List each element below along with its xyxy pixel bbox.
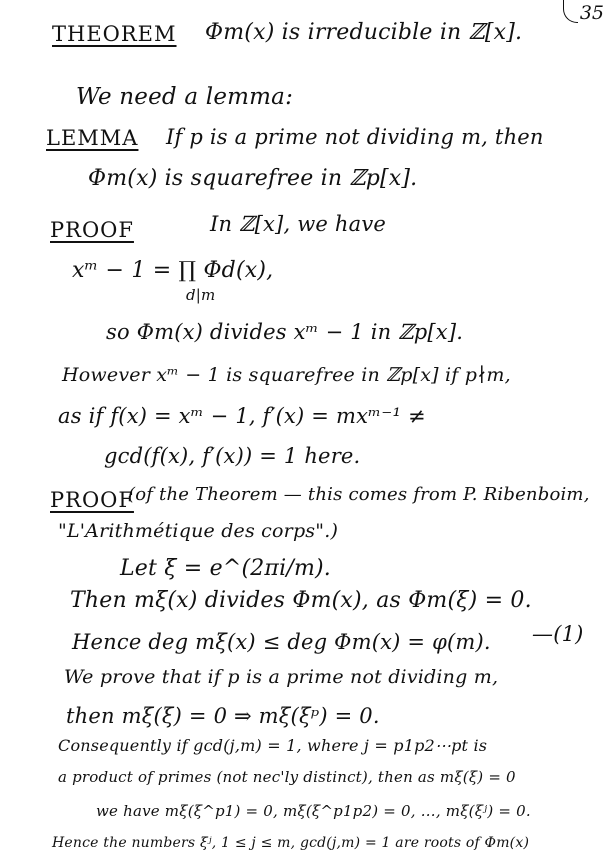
equation-tag: —(1) — [532, 622, 584, 646]
proof-theorem-line-4: Then mξ(x) divides Φm(x), as Φm(ξ) = 0. — [70, 588, 532, 613]
intro-line: We need a lemma: — [76, 84, 294, 110]
proof-theorem-line-8: Consequently if gcd(j,m) = 1, where j = p1p2⋯pt is — [58, 736, 488, 755]
proof-theorem-line-1: (of the Theorem — this comes from P. Ribenboim, — [128, 484, 590, 505]
proof-theorem-line-10: we have mξ(ξ^p1) = 0, mξ(ξ^p1p2) = 0, …, mξ(ξʲ) = 0. — [96, 802, 531, 820]
proof-label: PROOF — [50, 218, 134, 242]
proof-theorem-label: PROOF — [50, 488, 134, 512]
page-corner-bracket — [563, 0, 578, 23]
proof-line-1: In ℤ[x], we have — [210, 212, 387, 236]
proof-theorem-line-2: "L'Arithmétique des corps".) — [58, 520, 339, 542]
lemma-label: LEMMA — [46, 126, 139, 150]
proof-theorem-line-11: Hence the numbers ξʲ, 1 ≤ j ≤ m, gcd(j,m) = 1 are roots of Φm(x) — [52, 835, 530, 851]
product-formula: xᵐ − 1 = ∏ Φd(x), — [72, 258, 274, 283]
proof-line-6: gcd(f(x), f′(x)) = 1 here. — [104, 444, 361, 468]
theorem-statement: Φm(x) is irreducible in ℤ[x]. — [205, 20, 523, 45]
proof-line-5: as if f(x) = xᵐ − 1, f′(x) = mxᵐ⁻¹ ≠ — [58, 404, 426, 428]
proof-theorem-line-5: Hence deg mξ(x) ≤ deg Φm(x) = φ(m). — [72, 630, 491, 654]
proof-line-4: However xᵐ − 1 is squarefree in ℤp[x] if p∤m, — [62, 364, 511, 386]
proof-theorem-line-6: We prove that if p is a prime not dividing m, — [64, 666, 499, 688]
lemma-line-1: If p is a prime not dividing m, then — [166, 125, 544, 149]
proof-theorem-line-9: a product of primes (not nec'ly distinct), then as mξ(ξ) = 0 — [58, 768, 516, 786]
page-number: 35 — [579, 2, 604, 24]
proof-theorem-line-7: then mξ(ξ) = 0 ⇒ mξ(ξᵖ) = 0. — [66, 704, 380, 728]
theorem-label: THEOREM — [52, 22, 177, 46]
proof-theorem-line-3: Let ξ = e^(2πi/m). — [120, 556, 331, 581]
proof-line-3: so Φm(x) divides xᵐ − 1 in ℤp[x]. — [106, 320, 464, 344]
lemma-line-2: Φm(x) is squarefree in ℤp[x]. — [88, 166, 418, 191]
product-index: d|m — [186, 286, 216, 304]
